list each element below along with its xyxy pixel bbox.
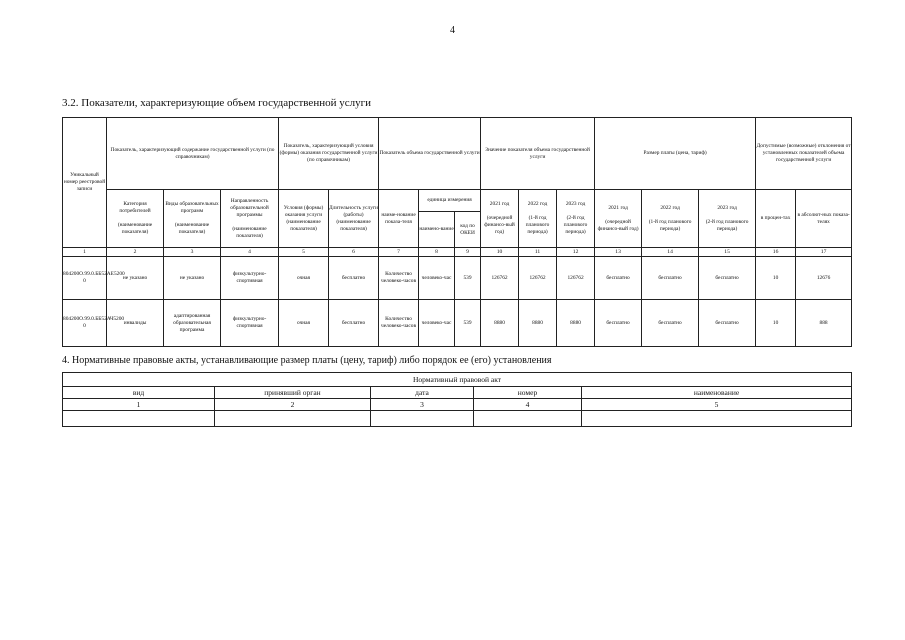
cell-programs: не указано — [164, 257, 221, 300]
col-percent: в процен-тах — [756, 190, 796, 248]
col-value-2022: 2022 год (1-й год планового периода) — [519, 190, 557, 248]
cell-conditions: очная — [279, 300, 329, 347]
cell-duration: бесплатно — [329, 257, 379, 300]
empty-cell — [371, 411, 474, 427]
header-price: Размер платы (цена, тариф) — [595, 118, 756, 190]
col-unit-name: наимено-вание — [419, 212, 455, 248]
cell-value-2022: 8880 — [519, 300, 557, 347]
col-number: 7 — [379, 248, 419, 257]
cell-value-2021: 8880 — [481, 300, 519, 347]
col-number: 1 — [63, 248, 107, 257]
cell-indicator: Количество человеко-часов — [379, 300, 419, 347]
cell-value-2022: 126762 — [519, 257, 557, 300]
col-number: 16 — [756, 248, 796, 257]
col-index: 4 — [474, 399, 582, 411]
col-index: 2 — [215, 399, 371, 411]
col-name: наименование — [582, 387, 852, 399]
cell-deviation-percent: 10 — [756, 257, 796, 300]
table-row — [63, 300, 852, 347]
cell-value-2023: 8880 — [557, 300, 595, 347]
empty-cell — [215, 411, 371, 427]
cell-unit: человеко-час — [419, 300, 455, 347]
cell-direction: физкультурно-спортивная — [221, 300, 279, 347]
col-indicator-name: наиме-нование показа-теля — [379, 190, 419, 248]
col-price-2022: 2022 год (1-й год планового периода) — [642, 190, 699, 248]
col-number: номер — [474, 387, 582, 399]
header-unique-number: Уникальный номер реестровой записи — [63, 118, 107, 248]
header-content-indicator: Показатель, характеризующий содержание государственной услуги (по справочникам) — [107, 118, 279, 190]
col-index: 5 — [582, 399, 852, 411]
col-number: 5 — [279, 248, 329, 257]
header-volume-indicator: Показатель объема государственной услуги — [379, 118, 481, 190]
col-index: 1 — [63, 399, 215, 411]
cell-value-2021: 126762 — [481, 257, 519, 300]
col-index: 3 — [371, 399, 474, 411]
cell-price-2021: бесплатно — [595, 257, 642, 300]
header-conditions-indicator: Показатель, характеризующий условия (формы) оказания государственной услуги (по справочникам) — [279, 118, 379, 190]
cell-deviation-absolute: 888 — [796, 300, 852, 347]
cell-deviation-percent: 10 — [756, 300, 796, 347]
col-issuing-body: принявший орган — [215, 387, 371, 399]
legal-act-title: Нормативный правовой акт — [63, 373, 852, 387]
page-number: 4 — [450, 25, 455, 36]
table-row — [63, 257, 852, 300]
cell-direction: физкультурно-спортивная — [221, 257, 279, 300]
cell-indicator: Количество человеко-часов — [379, 257, 419, 300]
col-conditions: Условия (формы) оказания услуги (наименование показателя) — [279, 190, 329, 248]
col-number: 15 — [699, 248, 756, 257]
cell-category: не указано — [107, 257, 164, 300]
col-number: 11 — [519, 248, 557, 257]
empty-cell — [474, 411, 582, 427]
col-number: 6 — [329, 248, 379, 257]
col-date: дата — [371, 387, 474, 399]
col-type: вид — [63, 387, 215, 399]
col-price-2023: 2023 год (2-й год планового периода) — [699, 190, 756, 248]
cell-category: инвалиды — [107, 300, 164, 347]
col-value-2021: 2021 год (очередной финансо-вый год) — [481, 190, 519, 248]
section-3-2-title: 3.2. Показатели, характеризующие объем государственной услуги — [62, 97, 371, 109]
col-number: 17 — [796, 248, 852, 257]
empty-cell — [63, 411, 215, 427]
cell-duration: бесплатно — [329, 300, 379, 347]
col-duration: Длительность услуги (работы) (наименование показателя) — [329, 190, 379, 248]
col-unit: единица измерения — [419, 190, 481, 212]
col-programs: Виды образовательных программ (наименование показателя) — [164, 190, 221, 248]
header-volume-value: Значение показателя объема государственной услуги — [481, 118, 595, 190]
volume-indicators-table — [62, 117, 852, 347]
cell-unit: человеко-час — [419, 257, 455, 300]
col-number: 13 — [595, 248, 642, 257]
cell-value-2023: 126762 — [557, 257, 595, 300]
table-row — [63, 411, 852, 427]
col-absolute: в абсолют-ных показа-телях — [796, 190, 852, 248]
col-okei: код по ОКЕИ — [455, 212, 481, 248]
cell-price-2023: бесплатно — [699, 300, 756, 347]
cell-okei: 539 — [455, 300, 481, 347]
col-category: Категория потребителей (наименование показателя) — [107, 190, 164, 248]
cell-price-2021: бесплатно — [595, 300, 642, 347]
cell-price-2022: бесплатно — [642, 300, 699, 347]
col-number: 10 — [481, 248, 519, 257]
cell-conditions: очная — [279, 257, 329, 300]
col-number: 9 — [455, 248, 481, 257]
cell-price-2022: бесплатно — [642, 257, 699, 300]
legal-acts-table — [62, 372, 852, 427]
col-number: 2 — [107, 248, 164, 257]
cell-programs: адаптированная образовательная программа — [164, 300, 221, 347]
section-4-title: 4. Нормативные правовые акты, устанавливающие размер платы (цену, тариф) либо порядок ее (его) установления — [62, 355, 552, 366]
col-number: 4 — [221, 248, 279, 257]
col-value-2023: 2023 год (2-й год планового периода) — [557, 190, 595, 248]
cell-registry-id: 804200О.99.0.ББ52АЕ5200 0 — [63, 257, 107, 300]
empty-cell — [582, 411, 852, 427]
cell-registry-id: 804200О.99.0.ББ52АЧ5200 0 — [63, 300, 107, 347]
col-number: 12 — [557, 248, 595, 257]
header-deviation: Допустимые (возможные) отклонения от установленных показателей объема государственной услуги — [756, 118, 852, 190]
col-price-2021: 2021 год (очередной финансо-вый год) — [595, 190, 642, 248]
cell-price-2023: бесплатно — [699, 257, 756, 300]
cell-okei: 539 — [455, 257, 481, 300]
col-direction: Направленность образовательной программы (наименование показателя) — [221, 190, 279, 248]
col-number: 3 — [164, 248, 221, 257]
col-number: 14 — [642, 248, 699, 257]
cell-deviation-absolute: 12676 — [796, 257, 852, 300]
col-number: 8 — [419, 248, 455, 257]
